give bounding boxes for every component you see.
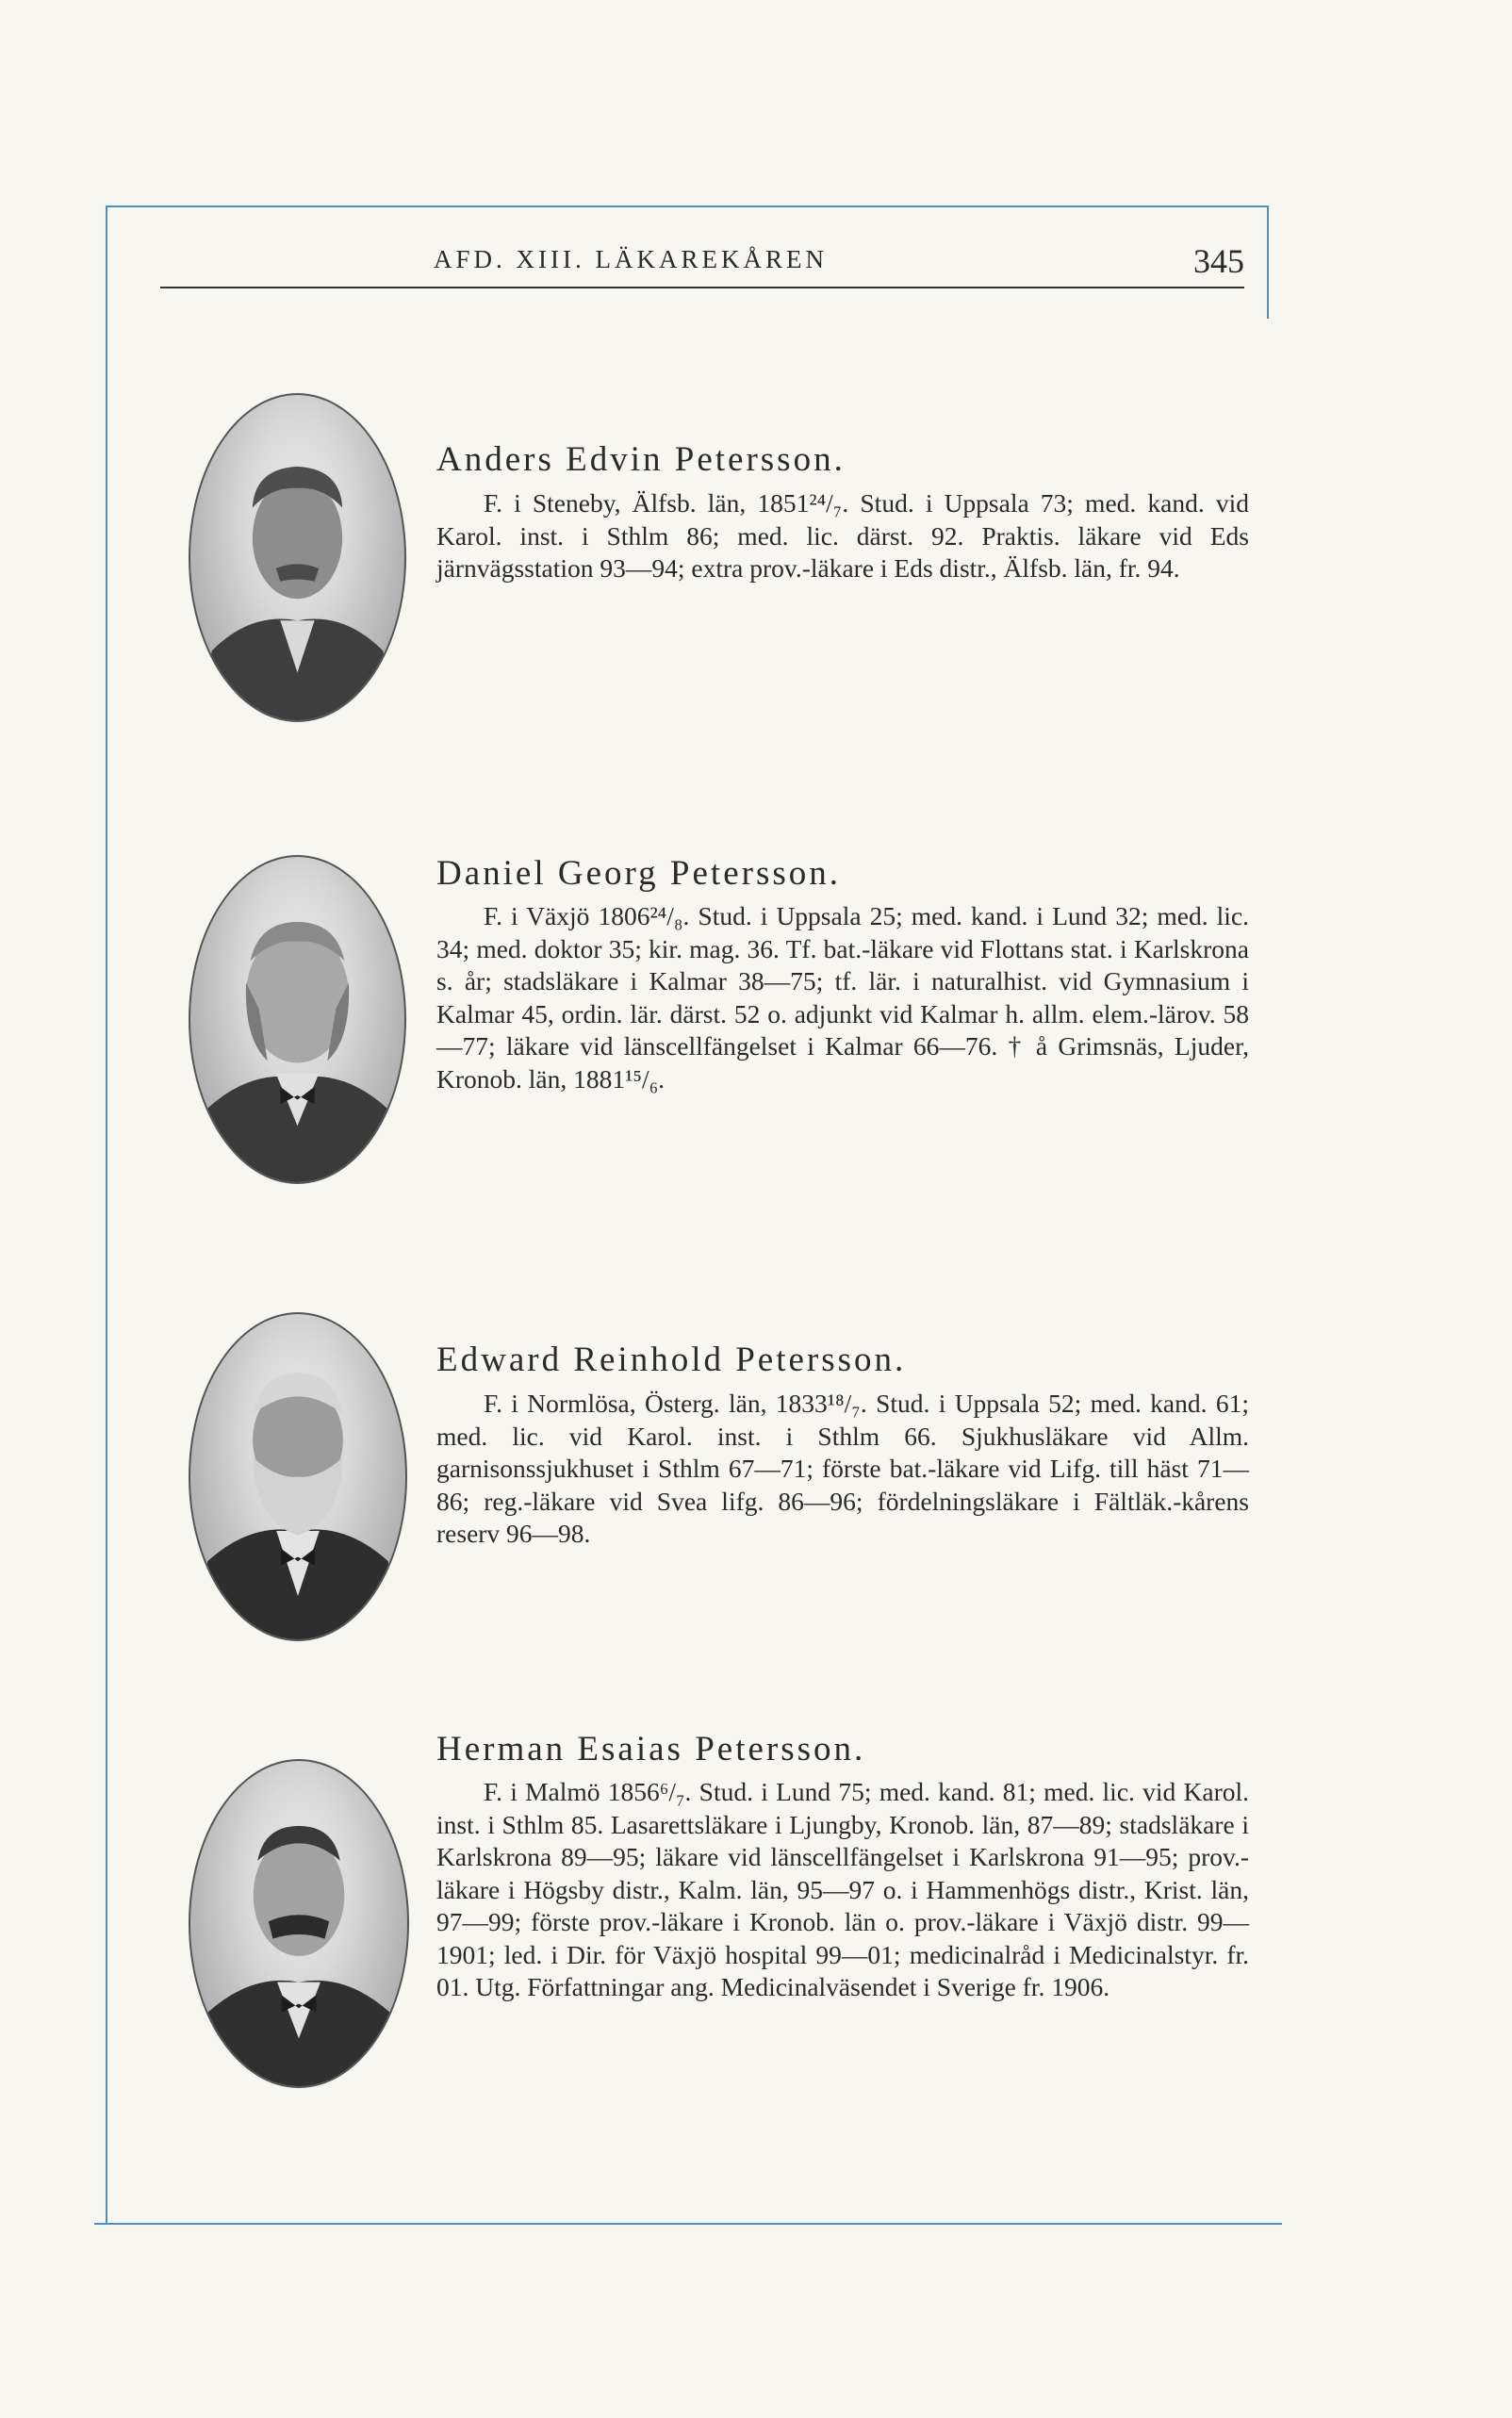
entry-name: Edward Reinhold Petersson.: [436, 1341, 907, 1379]
entry-biography: [436, 900, 1249, 1095]
page-frame-bottom: [94, 2223, 1282, 2225]
entry-name: Herman Esaias Petersson.: [436, 1730, 866, 1768]
entry-biography-text: F. i Växjö 1806²⁴/₈. Stud. i Uppsala 25; med. kand. i Lund 32; med. lic. 34; med. doktor 35; kir. mag. 36. Tf. bat.-läkare vid Flottans stat. i Karlskrona s. år; stadsläkare i Kalmar 38—75; tf. lär. i naturalhist. vid Gymnasium i Kalmar 45, ordin. lär. därst. 52 o. adjunkt vid Kalmar h. allm. elem.-lärov. 58—77; läkare vid länscellfängelset i Kalmar 66—76. † å Grimsnäs, Ljuder, Kronob. län, 1881¹⁵/₆.: [436, 901, 1249, 1094]
portrait-photo: [189, 855, 406, 1184]
section-title: AFD. XIII. LÄKAREKÅREN: [434, 245, 828, 273]
entry-biography-text: F. i Normlösa, Österg. län, 1833¹⁸/₇. Stud. i Uppsala 52; med. kand. 61; med. lic. vid Karol. inst. i Sthlm 66. Sjukhusläkare vid Allm. garnisonssjukhuset i Sthlm 67—71; förste bat.-läkare vid Lifg. till häst 71—86; reg.-läkare vid Svea lifg. 86—96; fördelningsläkare i Fältläk.-kårens reserv 96—98.: [436, 1389, 1249, 1548]
entry-biography-text: F. i Malmö 1856⁶/₇. Stud. i Lund 75; med. kand. 81; med. lic. vid Karol. inst. i Sthlm 85. Lasarettsläkare i Ljungby, Kronob. län, 87—89; stadsläkare i Karlskrona 89—95; läkare vid länscellfängelset i Karlskrona 91—95; prov.-läkare i Högsby distr., Kalm. län, 95—97 o. i Hammenhögs distr., Krist. län, 97—99; förste prov.-läkare i Kronob. län o. prov.-läkare i Växjö distr. 99—1901; led. i Dir. för Växjö hospital 99—01; medicinalråd i Medicinalstyr. fr. 01. Utg. Författningar ang. Medicinalväsendet i Sverige fr. 1906.: [436, 1777, 1249, 2001]
entry-biography: [436, 487, 1249, 585]
entry-name: Anders Edvin Petersson.: [436, 440, 846, 479]
entry-biography: [436, 1776, 1249, 2004]
entry-biography-text: F. i Steneby, Älfsb. län, 1851²⁴/₇. Stud. i Uppsala 73; med. kand. vid Karol. inst. i Sthlm 86; med. lic. därst. 92. Praktis. läkare vid Eds järnvägsstation 93—94; extra prov.-läkare i Eds distr., Älfsb. län, fr. 94.: [436, 488, 1249, 583]
portrait-photo: [189, 1312, 407, 1641]
entry-name: Daniel Georg Petersson.: [436, 854, 841, 893]
portrait-photo: [189, 393, 406, 722]
page-number: 345: [1193, 242, 1244, 280]
header-rule: [160, 287, 1244, 288]
page-frame-right: [1267, 206, 1269, 319]
portrait-photo: [189, 1759, 409, 2088]
page-frame-left: [106, 206, 107, 2223]
running-header: [160, 241, 1244, 288]
page-frame-top: [106, 206, 1267, 207]
entry-biography: [436, 1388, 1249, 1551]
